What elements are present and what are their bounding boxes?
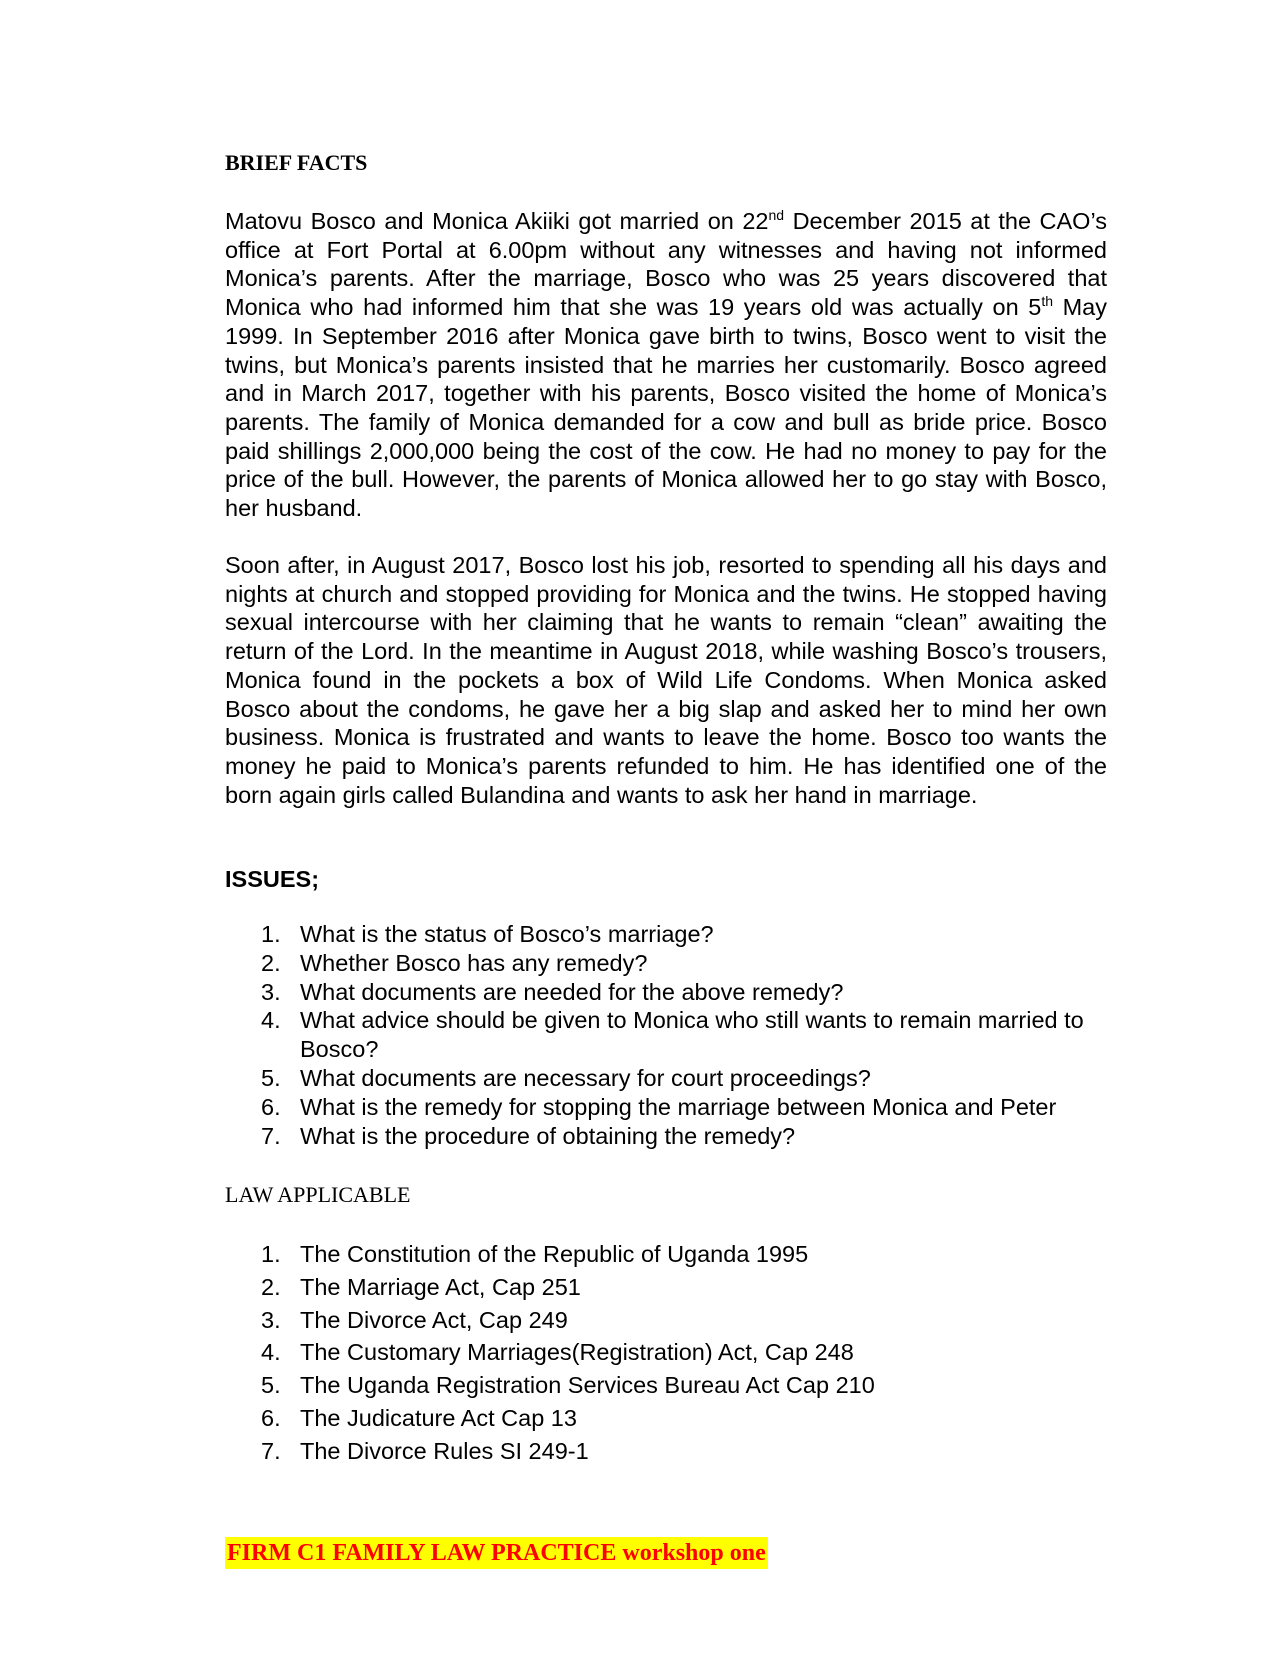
law-text: The Marriage Act, Cap 251 [300, 1273, 581, 1300]
brief-facts-paragraph-1 [225, 207, 1107, 523]
issue-item [225, 920, 1107, 949]
law-number: 1. [261, 1241, 281, 1267]
issue-number: 2. [261, 949, 281, 976]
issue-number: 4. [261, 1007, 281, 1034]
law-number: 6. [261, 1404, 281, 1431]
law-item [225, 1238, 1107, 1271]
law-number: 4. [261, 1339, 281, 1366]
law-number: 5. [261, 1372, 281, 1399]
law-item [225, 1336, 1107, 1369]
law-item [225, 1435, 1107, 1468]
issue-item [225, 949, 1107, 978]
law-text: The Customary Marriages(Registration) Act, Cap 248 [300, 1339, 854, 1366]
issue-number: 5. [261, 1064, 281, 1091]
brief-facts-heading: BRIEF FACTS [225, 150, 368, 175]
issue-text: Whether Bosco has any remedy? [300, 949, 648, 976]
law-text: The Constitution of the Republic of Uganda 1995 [300, 1241, 809, 1267]
issue-text: What is the procedure of obtaining the remedy? [300, 1122, 796, 1149]
issues-list [225, 920, 1107, 1150]
law-item [225, 1271, 1107, 1304]
para1-superscript-th: th [1041, 293, 1053, 310]
para1-part-a: Matovu Bosco and Monica Akiiki got married on 22 [225, 208, 769, 234]
issue-number: 3. [261, 978, 281, 1005]
law-item [225, 1402, 1107, 1435]
para1-superscript-nd: nd [768, 207, 785, 224]
law-text: The Divorce Rules SI 249-1 [300, 1437, 589, 1464]
law-applicable-list [225, 1238, 1107, 1468]
law-applicable-heading: LAW APPLICABLE [225, 1182, 411, 1207]
law-text: The Judicature Act Cap 13 [300, 1404, 577, 1431]
issue-text: What is the status of Bosco’s marriage? [300, 921, 714, 947]
footer-highlighted-title: FIRM C1 FAMILY LAW PRACTICE workshop one [225, 1537, 768, 1569]
issue-item [225, 1093, 1107, 1122]
issue-item [225, 1064, 1107, 1093]
law-number: 7. [261, 1437, 281, 1464]
law-text: The Uganda Registration Services Bureau Act Cap 210 [300, 1372, 875, 1399]
brief-facts-paragraph-2: Soon after, in August 2017, Bosco lost his job, resorted to spending all his days and nights at church and stopped providing for Monica and the twins. He stopped having sexual intercourse with her claiming that he wants to remain “clean” awaiting the return of the Lord. In the meantime in August 2018, while washing Bosco’s trousers, Monica found in the pockets a box of Wild Life Condoms. When Monica asked Bosco about the condoms, he gave her a big slap and asked her to mind her own business. Monica is frustrated and wants to leave the home. Bosco too wants the money he paid to Monica’s parents refunded to him. He has identified one of the born again girls called Bulandina and wants to ask her hand in marriage. [225, 552, 1107, 808]
issue-text: What is the remedy for stopping the marriage between Monica and Peter [300, 1093, 1057, 1120]
issue-text: What advice should be given to Monica who still wants to remain married to Bosco? [300, 1007, 1084, 1063]
law-number: 2. [261, 1273, 281, 1300]
issue-number: 7. [261, 1122, 281, 1149]
issue-item [225, 978, 1107, 1007]
issue-number: 6. [261, 1093, 281, 1120]
law-item [225, 1369, 1107, 1402]
issue-item [225, 1006, 1107, 1064]
issues-heading: ISSUES; [225, 866, 320, 892]
issue-text: What documents are needed for the above remedy? [300, 978, 844, 1005]
law-item [225, 1304, 1107, 1337]
law-number: 3. [261, 1306, 281, 1333]
para1-part-c: May 1999. In September 2016 after Monica gave birth to twins, Bosco went to visit the twins, but Monica’s parents insisted that he marries her customarily. Bosco agreed and in March 2017, together with his parents, Bosco visited the home of Monica’s parents. The family of Monica demanded for a cow and bull as bride price. Bosco paid shillings 2,000,000 being the cost of the cow. He had no money to pay for the price of the bull. However, the parents of Monica allowed her to go stay with Bosco, her husband. [225, 294, 1107, 522]
issue-number: 1. [261, 921, 281, 947]
issue-text: What documents are necessary for court proceedings? [300, 1064, 871, 1091]
para1-part-b: December 2015 at the CAO’s office at Fort Portal at 6.00pm without any witnesses and having not informed Monica’s parents. After the marriage, Bosco who was 25 years discovered that Monica who had informed him that she was 19 years old was actually on 5 [225, 208, 1108, 321]
issue-item [225, 1122, 1107, 1151]
law-text: The Divorce Act, Cap 249 [300, 1306, 568, 1333]
